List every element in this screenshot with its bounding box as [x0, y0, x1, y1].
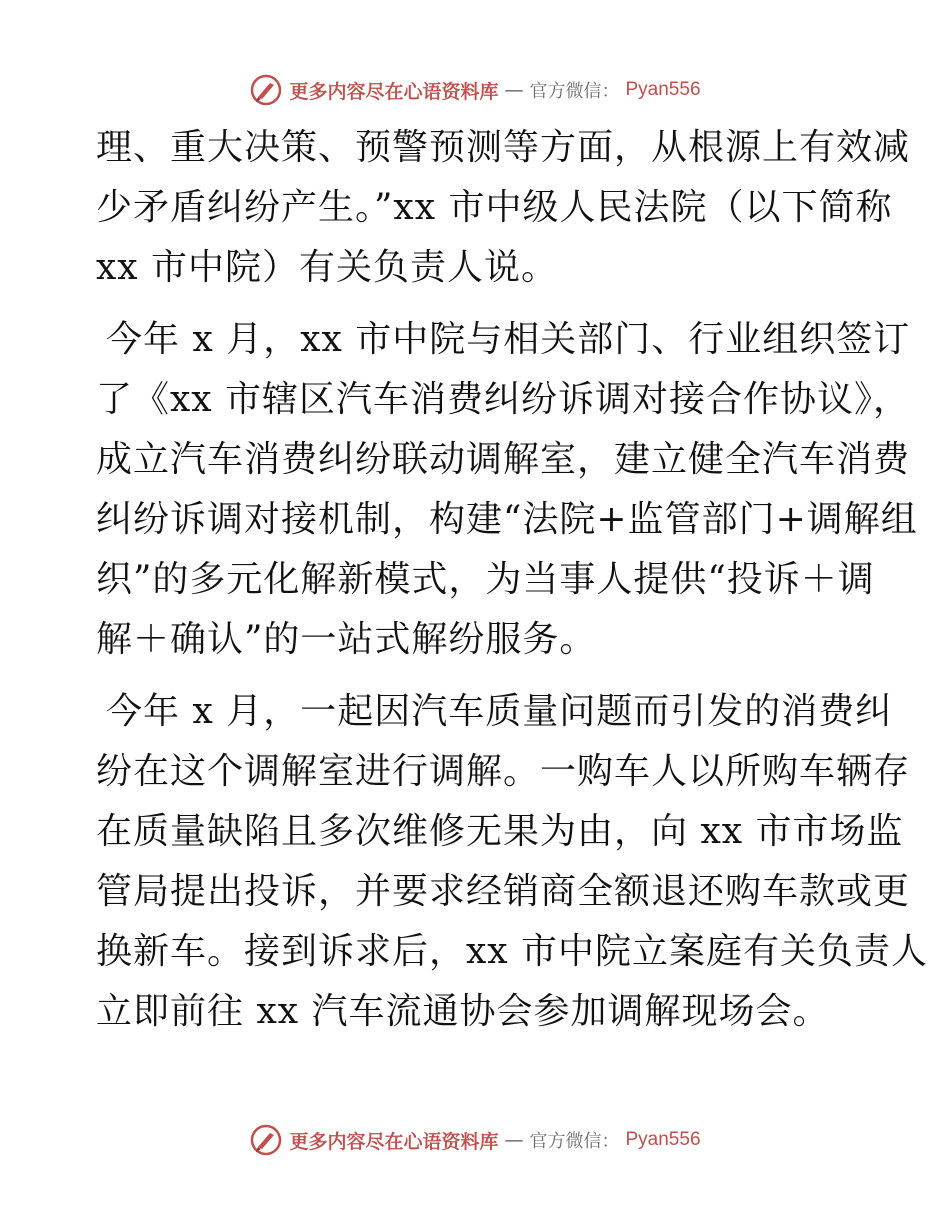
paragraph-line: 理、重大决策、预警预测等方面，从根源上有效减 [96, 127, 911, 168]
paragraph-line: 换新车。接到诉求后，xx 市中院立案庭有关负责人 [96, 931, 929, 972]
banner-wechat-label: 官方微信： [529, 1131, 620, 1152]
paragraph-line: 成立汽车消费纠纷联动调解室，建立健全汽车消费 [96, 439, 911, 480]
paragraph-line: 在质量缺陷且多次维修无果为由，向 xx 市市场监 [96, 811, 904, 852]
paragraph-line: 了《xx 市辖区汽车消费纠纷诉调对接合作协议》， [96, 379, 911, 420]
paragraph-1 [96, 118, 911, 298]
header-banner [0, 70, 950, 110]
paragraph-line: xx 市中院）有关负责人说。 [96, 247, 559, 288]
banner-site-name: 更多内容尽在心语资料库 [289, 80, 499, 103]
paragraph-line: 少矛盾纠纷产生。”xx 市中级人民法院（以下简称 [96, 187, 893, 228]
paragraph-2 [96, 310, 918, 670]
paragraph-line: 今年 x 月，一起因汽车质量问题而引发的消费纠 [106, 691, 893, 732]
quill-pen-logo-icon [249, 73, 283, 107]
footer-banner [0, 1120, 950, 1160]
paragraph-line: 纠纷诉调对接机制，构建“法院+监管部门+调解组 [96, 499, 918, 540]
banner-dash: — [504, 79, 524, 101]
banner-wechat-label: 官方微信： [529, 81, 620, 102]
paragraph-line: 今年 x 月，xx 市中院与相关部门、行业组织签订 [106, 319, 911, 360]
document-body [96, 118, 929, 1054]
paragraph-line: 织”的多元化解新模式，为当事人提供“投诉＋调 [96, 559, 875, 600]
banner-site-name: 更多内容尽在心语资料库 [289, 1130, 499, 1153]
paragraph-line: 管局提出投诉，并要求经销商全额退还购车款或更 [96, 871, 911, 912]
banner-dash: — [504, 1129, 524, 1151]
paragraph-line: 解＋确认”的一站式解纷服务。 [96, 619, 597, 660]
banner-wechat-account: Pyan556 [625, 1129, 701, 1150]
paragraph-3 [96, 682, 929, 1042]
paragraph-line: 立即前往 xx 汽车流通协会参加调解现场会。 [96, 991, 830, 1032]
paragraph-line: 纷在这个调解室进行调解。一购车人以所购车辆存 [96, 751, 911, 792]
quill-pen-logo-icon [249, 1123, 283, 1157]
banner-wechat-account: Pyan556 [625, 79, 701, 100]
